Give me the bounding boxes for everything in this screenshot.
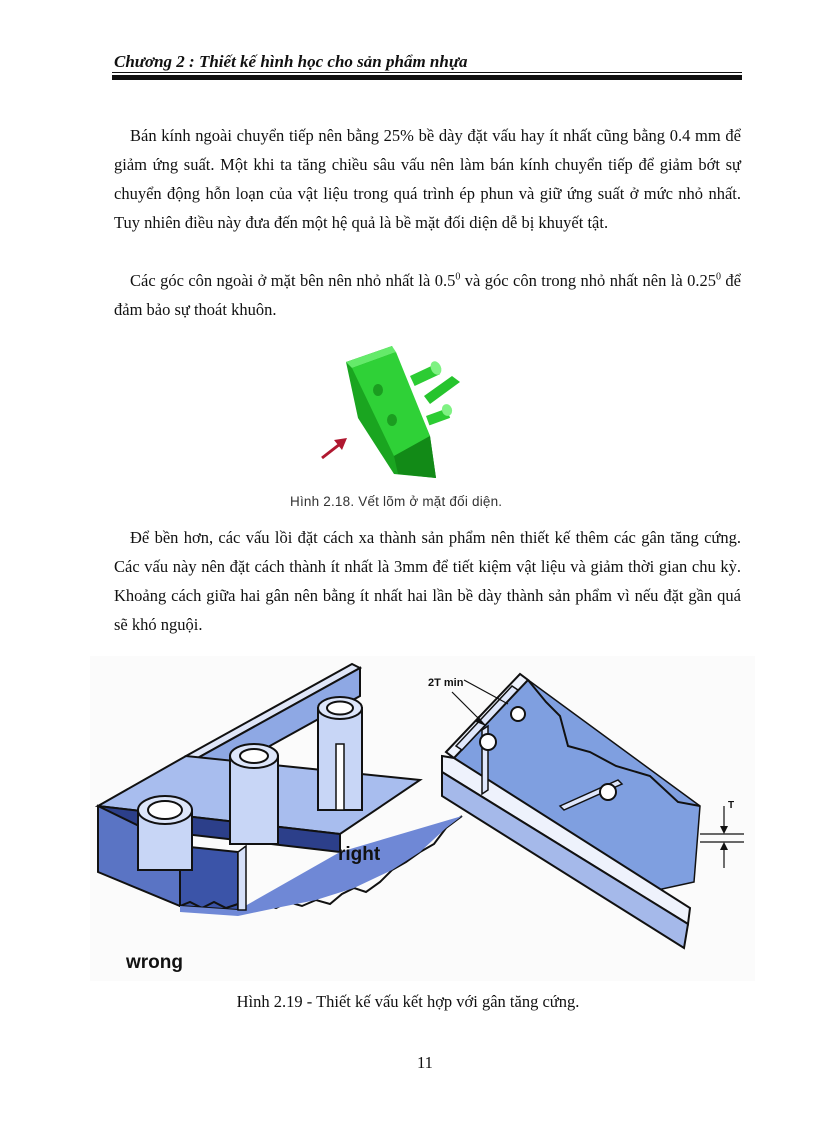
box-boss-1: [480, 734, 496, 750]
box-boss-2: [511, 707, 525, 721]
paragraph-3: Để bền hơn, các vấu lồi đặt cách xa thành sản phẩm nên thiết kế thêm các gân tăng cứng. Các vấu này nên đặt cách thành ít nhất là 3mm để tiết kiệm vật liệu và giảm thời gian chu kỳ. Khoảng cách giữa hai gân nên bằng ít nhất hai lần bề dày thành sản phẩm vì nếu đặt gần quá sẽ khó nguội.: [114, 528, 741, 634]
header-rule-thin: [112, 72, 742, 73]
label-t: T: [728, 800, 735, 811]
chapter-title: Chương 2 : Thiết kế hình học cho sản phẩm nhựa: [114, 52, 468, 71]
degree-superscript-2: 0: [716, 271, 721, 283]
paragraph-2-part-b: và góc côn trong nhỏ nhất nên là 0.25: [460, 271, 716, 290]
paragraph-2-part-c: để đảm bảo sự thoát khuôn.: [114, 271, 741, 319]
label-wrong: wrong: [126, 952, 183, 973]
figure-2-18-caption: Hình 2.18. Vết lõm ở mặt đối diện.: [290, 494, 503, 509]
paragraph-2: [114, 266, 741, 324]
page-header: [112, 52, 742, 72]
boss-middle: [230, 744, 278, 844]
figure-2-19-image: [90, 656, 755, 981]
label-2t-min: 2T min: [428, 677, 464, 689]
header-rule-thick: [112, 75, 742, 80]
paragraph-1: Bán kính ngoài chuyển tiếp nên bằng 25% bề dày đặt vấu hay ít nhất cũng bằng 0.4 mm để giảm ứng suất. Một khi ta tăng chiều sâu vấu nên làm bán kính chuyển tiếp để giảm bớt sự chuyển động hỗn loạn của vật liệu trong quá trình ép phun và giữ ứng suất ở mức nhỏ nhất. Tuy nhiên điều này đưa đến một hệ quả là bề mặt đối diện dễ bị khuyết tật.: [114, 126, 741, 232]
label-right: right: [338, 844, 381, 865]
figure-2-19-caption: Hình 2.19 - Thiết kế vấu kết hợp với gân tăng cứng.: [236, 992, 580, 1011]
degree-superscript-1: 0: [455, 271, 461, 283]
box-boss-3: [600, 784, 616, 800]
sink-mark-2: [387, 414, 397, 426]
boss-wrong: [138, 796, 192, 870]
paragraph-2-part-a: Các góc côn ngoài ở mặt bên nên nhỏ nhất là 0.5: [130, 271, 456, 290]
page-number: 11: [417, 1053, 433, 1072]
sink-mark-1: [373, 384, 383, 396]
figure-2-18-image: [290, 338, 558, 490]
boss-right: [318, 697, 362, 810]
